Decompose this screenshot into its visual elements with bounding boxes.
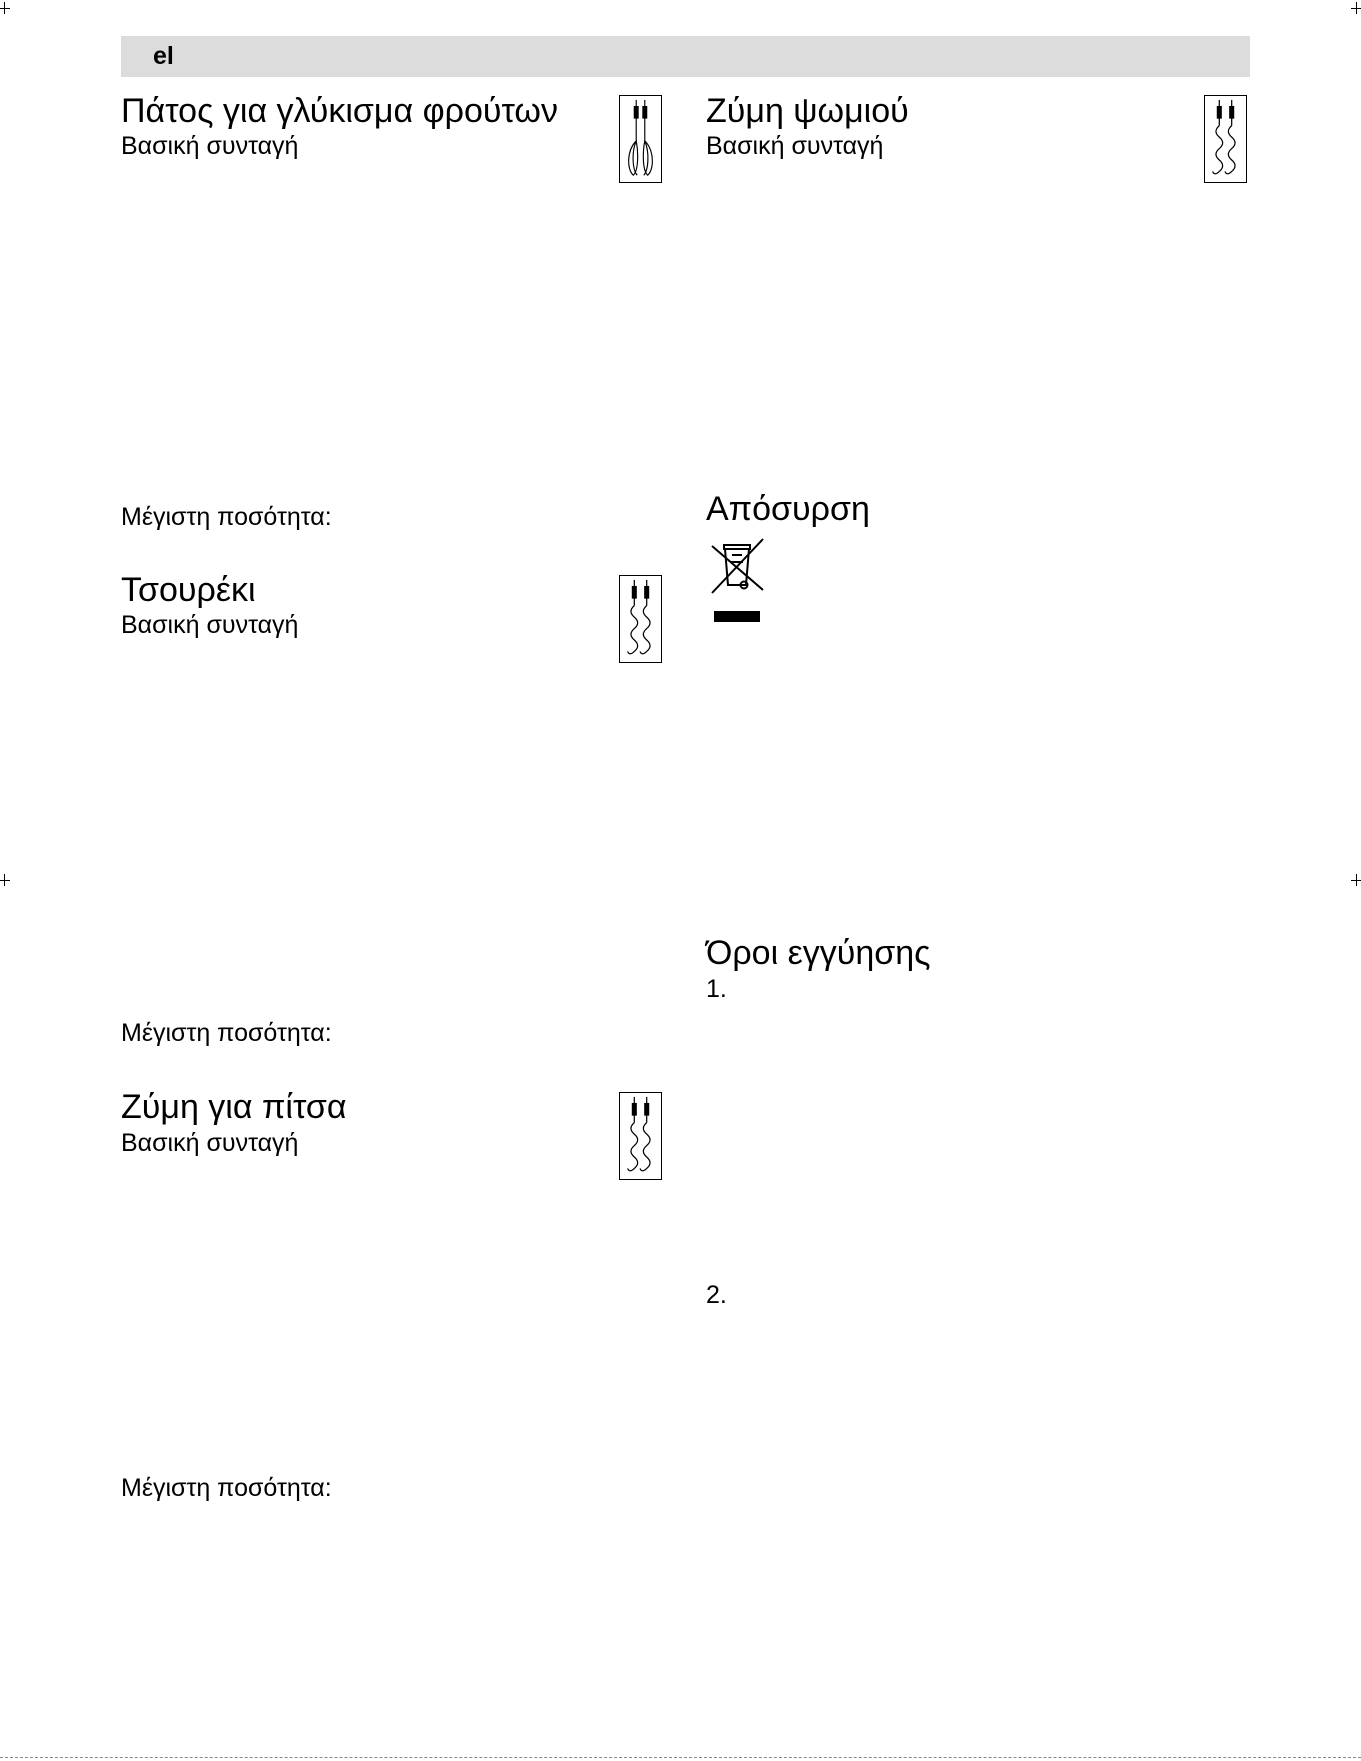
section-title: Πάτος για γλύκισμα φρούτων — [121, 92, 558, 130]
max-quantity-label: Μέγιστη ποσότητα: — [121, 1474, 332, 1502]
section-subtitle: Βασική συνταγή — [121, 132, 299, 160]
crop-mark — [4, 874, 5, 886]
language-code: el — [153, 42, 174, 70]
warranty-item-number: 1. — [706, 975, 727, 1003]
language-bar — [121, 36, 1250, 77]
dough-hook-icon — [619, 1092, 662, 1180]
warranty-item-number: 2. — [706, 1281, 727, 1309]
section-subtitle: Βασική συνταγή — [121, 1129, 299, 1157]
crossed-out-wheelie-bin-icon — [706, 535, 770, 625]
section-subtitle: Βασική συνταγή — [706, 132, 884, 160]
trim-line — [0, 1757, 1361, 1758]
section-title: Απόσυρση — [706, 490, 870, 528]
crop-mark — [1356, 2, 1357, 14]
section-title: Ζύμη ψωμιού — [706, 92, 909, 130]
dough-hook-icon — [619, 575, 662, 663]
section-title: Ζύμη για πίτσα — [121, 1088, 347, 1126]
crop-mark — [0, 880, 10, 881]
dough-hook-icon — [1204, 95, 1247, 183]
section-title: Τσουρέκι — [121, 571, 256, 609]
whisk-icon — [619, 95, 662, 183]
crop-mark — [0, 8, 10, 9]
max-quantity-label: Μέγιστη ποσότητα: — [121, 503, 332, 531]
section-title: Όροι εγγύησης — [706, 934, 931, 972]
section-subtitle: Βασική συνταγή — [121, 611, 299, 639]
crop-mark — [1356, 874, 1357, 886]
crop-mark — [4, 2, 5, 14]
max-quantity-label: Μέγιστη ποσότητα: — [121, 1019, 332, 1047]
